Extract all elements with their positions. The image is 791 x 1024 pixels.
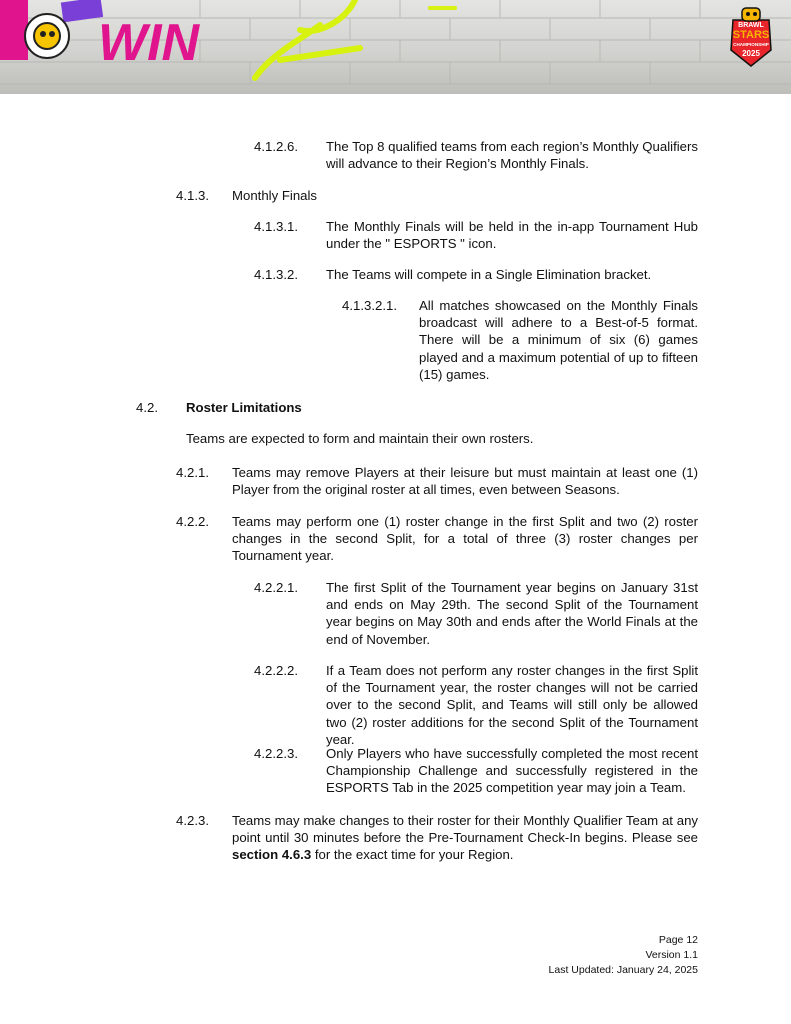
logo-line1: BRAWL [738, 22, 764, 29]
section-text: Only Players who have successfully completed the most recent Championship Challenge and successfully registered in the ESPORTS Tab in the 2025 competition year may join a Team. [326, 746, 698, 796]
section-text: The Monthly Finals will be held in the in-app Tournament Hub under the " ESPORTS " icon. [326, 219, 698, 252]
section-text-part: for the exact time for your Region. [311, 847, 514, 863]
section-text: All matches showcased on the Monthly Finals broadcast will adhere to a Best-of-5 format. There will be a minimum of six (6) games played and a maximum potential of up to fifteen (15) games. [419, 298, 698, 382]
section-title: Roster Limitations [186, 400, 302, 415]
section-number: 4.2.1. [176, 465, 209, 480]
section-heading: Monthly Finals [232, 188, 318, 203]
section-number: 4.1.3.2. [254, 267, 298, 282]
section-text-part: Teams may make changes to their roster for their Monthly Qualifier Team at any point until 30 minutes before the Pre-Tournament Check-In begins. Please see [232, 813, 698, 846]
section-number: 4.2.2.1. [254, 580, 298, 595]
footer-page-number: Page 12 [658, 934, 698, 946]
section-reference-link: section 4.6.3 [232, 847, 312, 863]
logo-line2: STARS [732, 29, 770, 41]
graffiti-purple-block [61, 0, 103, 22]
section-number: 4.2.2.3. [254, 746, 298, 761]
header-banner [0, 0, 791, 94]
section-number: 4.1.3.2.1. [342, 298, 397, 313]
section-text: The Top 8 qualified teams from each region’s Monthly Qualifiers will advance to their Region’s Monthly Finals. [326, 139, 698, 172]
footer-version: Version 1.1 [645, 949, 698, 961]
section-number: 4.2.2.2. [254, 663, 298, 678]
section-intro: Teams are expected to form and maintain their own rosters. [186, 431, 534, 446]
section-number: 4.1.3. [176, 188, 209, 203]
section-number: 4.2.2. [176, 514, 209, 529]
brick-wall-graphic [0, 0, 791, 94]
footer-last-updated: Last Updated: January 24, 2025 [548, 964, 698, 976]
section-text: The first Split of the Tournament year begins on January 31st and ends on May 29th. The second Split of the Tournament year begins on May 30th and ends after the World Finals at the end of November. [326, 580, 698, 647]
graffiti-pink-block [0, 0, 28, 60]
section-number: 4.2.3. [176, 813, 209, 828]
section-text: If a Team does not perform any roster changes in the first Split of the Tournament year, the roster changes will not be carried over to the second Split, and Teams will still only be allowed two (2) roster additions for the second Split of the Tournament year. [326, 663, 698, 747]
section-text: Teams may remove Players at their leisure but must maintain at least one (1) Player from the original roster at all times, even between Seasons. [232, 465, 698, 498]
section-number: 4.2. [136, 400, 158, 415]
section-text [232, 812, 698, 864]
section-text: Teams may perform one (1) roster change in the first Split and two (2) roster changes in the second Split, for a total of three (3) roster changes per Tournament year. [232, 514, 698, 564]
spray-paint-marks [255, 0, 360, 78]
section-text: The Teams will compete in a Single Elimination bracket. [326, 267, 652, 282]
graffiti-win-text: WIN [98, 14, 200, 72]
logo-line3: CHAMPIONSHIP [733, 42, 769, 47]
brawl-stars-championship-logo [729, 6, 773, 68]
section-number: 4.1.3.1. [254, 219, 298, 234]
logo-line4: 2025 [742, 49, 760, 58]
section-number: 4.1.2.6. [254, 139, 298, 154]
